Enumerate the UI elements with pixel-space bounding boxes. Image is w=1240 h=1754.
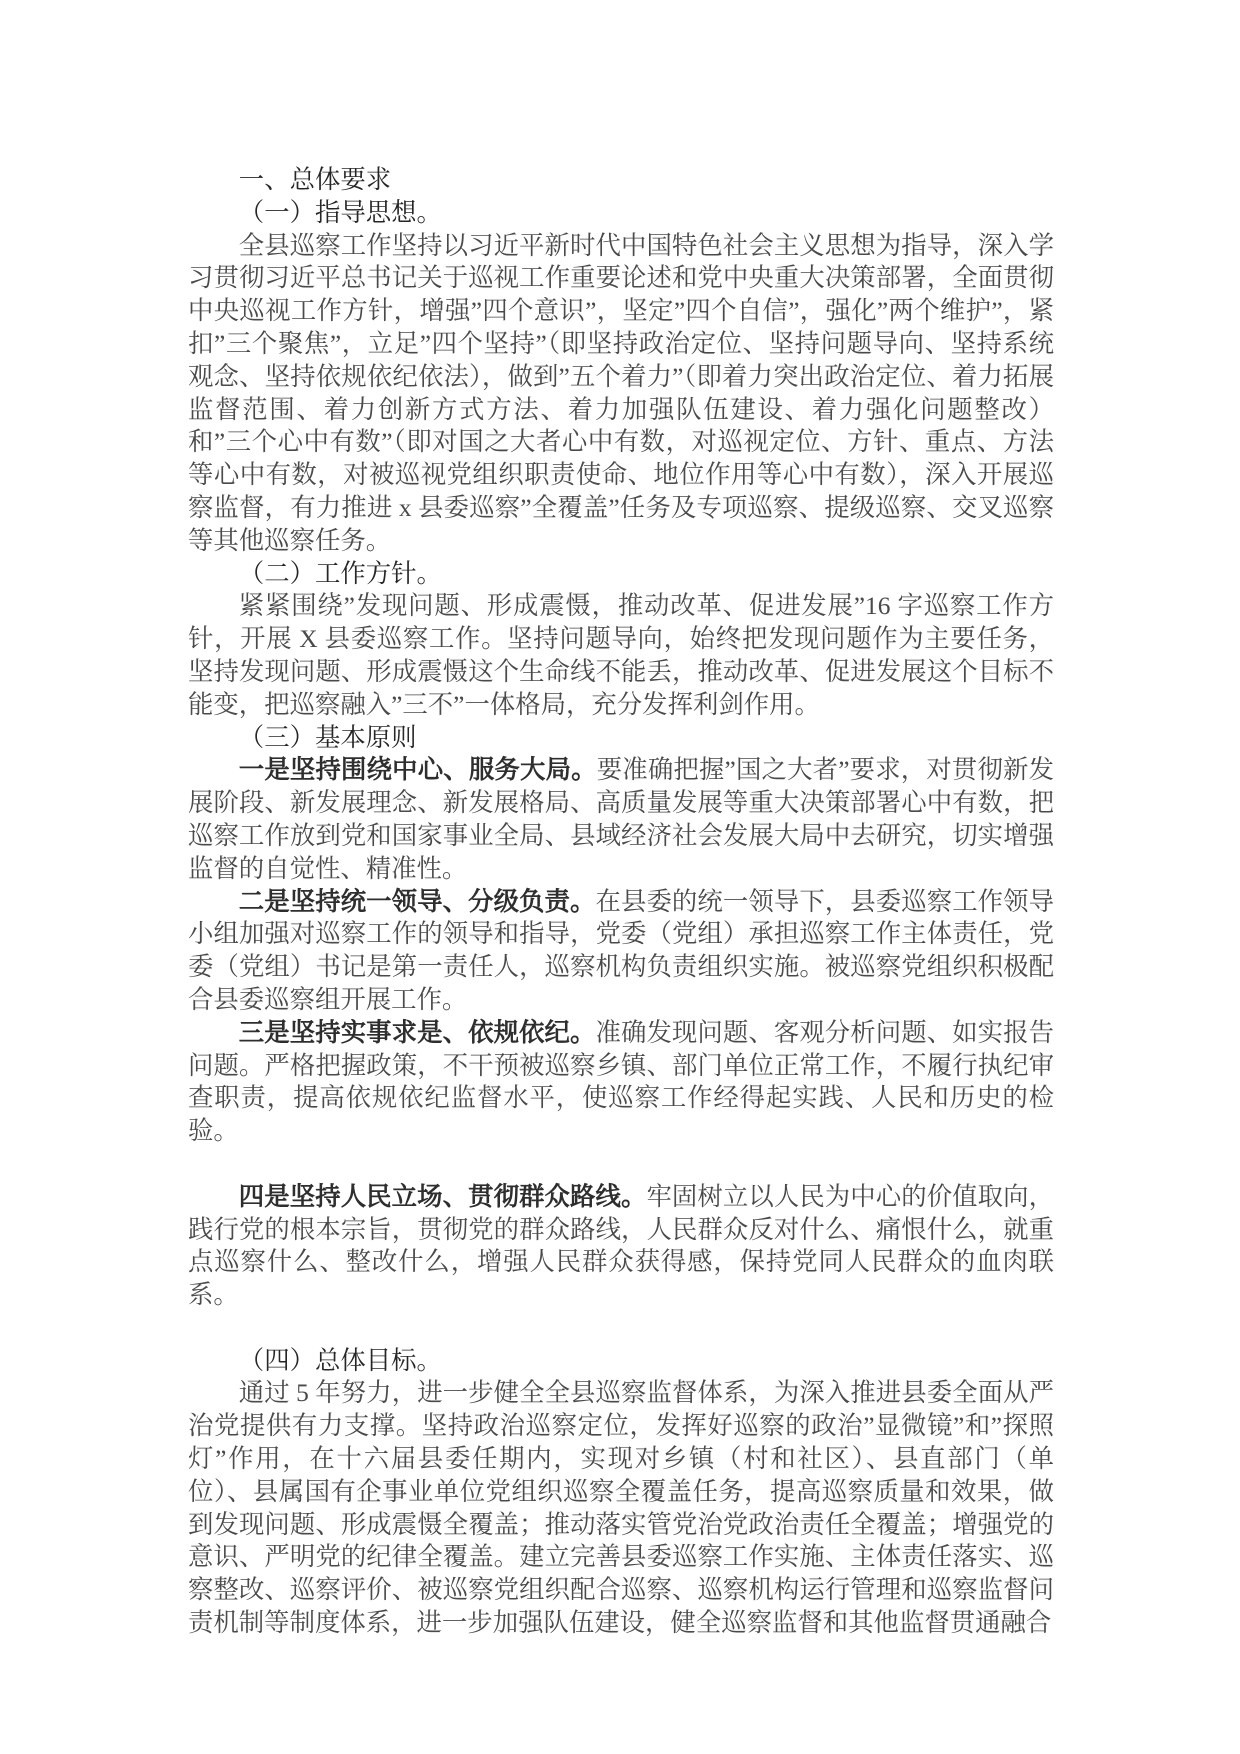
- paragraph-text: 牢固树立以人民为中心的价值取向，践行党的根本宗旨，贯彻党的群众路线，人民群众反对什么、痛恨什么，就重点巡察什么、整改什么，增强人民群众获得感，保持党同人民群众的血肉联系。: [188, 1182, 1055, 1310]
- paragraph-lead: 四是坚持人民立场、贯彻群众路线。: [238, 1182, 647, 1211]
- section-heading: （一）指导思想。: [238, 198, 442, 227]
- paragraph-text: 在县委的统一领导下，县委巡察工作领导小组加强对巡察工作的领导和指导，党委（党组）承担巡察工作主体责任，党委（党组）书记是第一责任人，巡察机构负责组织实施。被巡察党组织积极配合县委巡察组开展工作。: [188, 887, 1055, 1014]
- paragraph-lead: 三是坚持实事求是、依规依纪。: [238, 1018, 596, 1047]
- paragraph: 紧紧围绕”发现问题、形成震慑，推动改革、促进发展”16 字巡察工作方针，开展 X 县委巡察工作。坚持问题导向，始终把发现问题作为主要任务，坚持发现问题、形成震慑这个生命线不能丢，推动改革、促进发展这个目标不能变，把巡察融入”三不”一体格局，充分发挥利剑作用。: [188, 592, 1054, 719]
- paragraph: [188, 1017, 1054, 1148]
- paragraph-lead: 一是坚持围绕中心、服务大局。: [238, 756, 597, 785]
- paragraph: 通过 5 年努力，进一步健全全县巡察监督体系，为深入推进县委全面从严治党提供有力支撑。坚持政治巡察定位，发挥好巡察的政治”显微镜”和”探照灯”作用，在十六届县委任期内，实现对乡镇（村和社区）、县直部门（单位）、县属国有企事业单位党组织巡察全覆盖任务，提高巡察质量和效果，做到发现问题、形成震慑全覆盖；推动落实管党治党政治责任全覆盖；增强党的意识、严明党的纪律全覆盖。建立完善县委巡察工作实施、主体责任落实、巡察整改、巡察评价、被巡察党组织配合巡察、巡察机构运行管理和巡察监督问责机制等制度体系，进一步加强队伍建设，健全巡察监督和其他监督贯通融合: [188, 1379, 1054, 1638]
- paragraph: [188, 754, 1054, 885]
- paragraph-text: 要准确把握”国之大者”要求，对贯彻新发展阶段、新发展理念、新发展格局、高质量发展等重大决策部署心中有数，把巡察工作放到党和国家事业全局、县域经济社会发展大局中去研究，切实增强监督的自觉性、精准性。: [188, 756, 1055, 883]
- paragraph: 全县巡察工作坚持以习近平新时代中国特色社会主义思想为指导，深入学习贯彻习近平总书记关于巡视工作重要论述和党中央重大决策部署，全面贯彻中央巡视工作方针，增强”四个意识”，坚定”四个自信”，强化”两个维护”，紧扣”三个聚焦”，立足”四个坚持”（即坚持政治定位、坚持问题导向、坚持系统观念、坚持依规依纪依法），做到”五个着力”（即着力突出政治定位、着力拓展监督范围、着力创新方式方法、着力加强队伍建设、着力强化问题整改）和”三个心中有数”（即对国之大者心中有数，对巡视定位、方针、重点、方法等心中有数，对被巡视党组织职责使命、地位作用等心中有数），深入开展巡察监督，有力推进 x 县委巡察”全覆盖”任务及专项巡察、提级巡察、交叉巡察等其他巡察任务。: [188, 231, 1054, 555]
- section-heading: （二）工作方针。: [238, 559, 442, 588]
- paragraph: [188, 1181, 1054, 1312]
- section-heading: （三）基本原则: [238, 723, 417, 752]
- paragraph-lead: 二是坚持统一领导、分级负责。: [238, 887, 596, 916]
- paragraph: [188, 886, 1054, 1017]
- paragraph-text: 准确发现问题、客观分析问题、如实报告问题。严格把握政策，不干预被巡察乡镇、部门单位正常工作，不履行执纪审查职责，提高依规依纪监督水平，使巡察工作经得起实践、人民和历史的检验。: [188, 1018, 1055, 1146]
- document-body: [188, 164, 1054, 1640]
- section-heading: （四）总体目标。: [238, 1346, 442, 1375]
- section-heading: 一、总体要求: [238, 166, 392, 194]
